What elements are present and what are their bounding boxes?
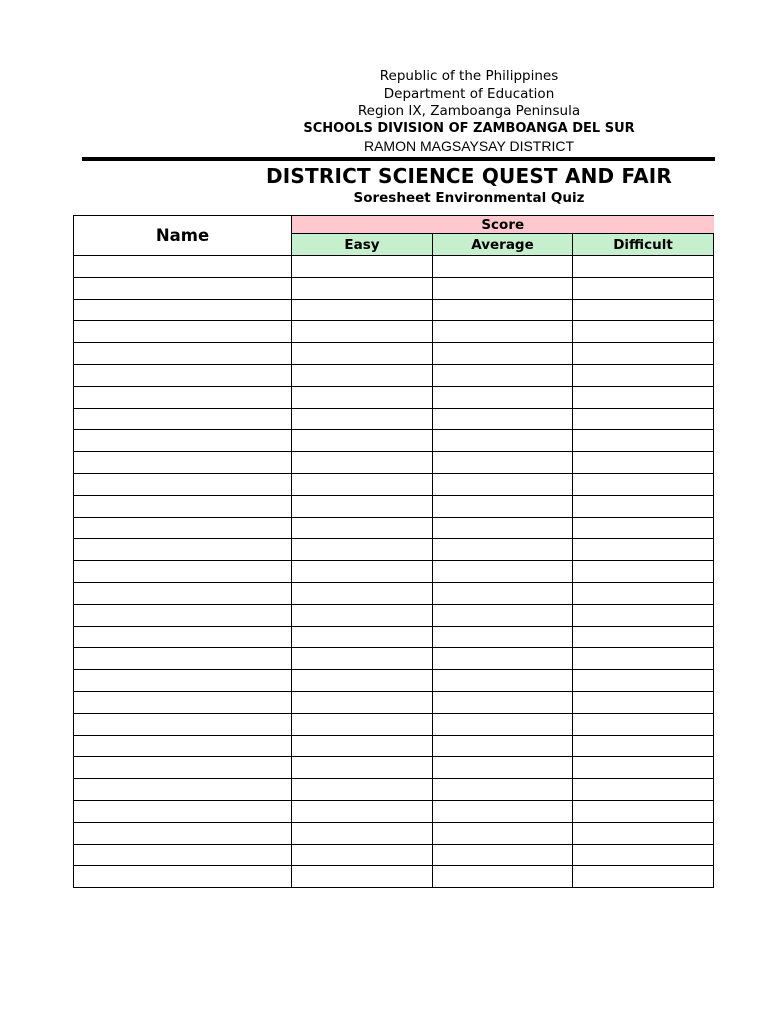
- easy-score-cell[interactable]: [292, 604, 433, 626]
- average-score-cell[interactable]: [433, 561, 573, 583]
- name-cell[interactable]: [74, 800, 292, 822]
- average-score-cell[interactable]: [433, 495, 573, 517]
- table-row: [74, 822, 714, 844]
- average-score-cell[interactable]: [433, 321, 573, 343]
- difficult-score-cell[interactable]: [573, 321, 714, 343]
- average-score-cell[interactable]: [433, 452, 573, 474]
- page-subtitle: Soresheet Environmental Quiz: [353, 190, 585, 206]
- table-row: [74, 691, 714, 713]
- easy-score-cell[interactable]: [292, 648, 433, 670]
- header-region: Region IX, Zamboanga Peninsula: [357, 103, 581, 119]
- header-republic: Republic of the Philippines: [379, 68, 559, 84]
- difficult-score-cell[interactable]: [573, 517, 714, 539]
- name-cell[interactable]: [74, 517, 292, 539]
- average-score-cell[interactable]: [433, 866, 573, 888]
- table-row: [74, 670, 714, 692]
- name-cell[interactable]: [74, 495, 292, 517]
- table-row: [74, 800, 714, 822]
- page-title: DISTRICT SCIENCE QUEST AND FAIR: [265, 164, 673, 188]
- table-row: [74, 277, 714, 299]
- difficult-score-cell[interactable]: [573, 343, 714, 365]
- difficult-score-cell[interactable]: [573, 800, 714, 822]
- name-cell[interactable]: [74, 866, 292, 888]
- average-score-cell[interactable]: [433, 299, 573, 321]
- average-score-cell[interactable]: [433, 364, 573, 386]
- table-row: [74, 626, 714, 648]
- score-table-body: [74, 256, 714, 888]
- average-score-cell[interactable]: [433, 800, 573, 822]
- difficult-score-cell[interactable]: [573, 604, 714, 626]
- easy-score-cell[interactable]: [292, 757, 433, 779]
- table-row: [74, 299, 714, 321]
- easy-score-cell[interactable]: [292, 495, 433, 517]
- table-row: [74, 539, 714, 561]
- easy-score-cell[interactable]: [292, 866, 433, 888]
- name-cell[interactable]: [74, 844, 292, 866]
- table-row: [74, 844, 714, 866]
- average-score-cell[interactable]: [433, 386, 573, 408]
- name-cell[interactable]: [74, 713, 292, 735]
- difficult-score-cell[interactable]: [573, 866, 714, 888]
- easy-score-cell[interactable]: [292, 822, 433, 844]
- average-score-cell[interactable]: [433, 343, 573, 365]
- easy-score-cell[interactable]: [292, 430, 433, 452]
- header-department: Department of Education: [383, 86, 555, 102]
- table-row: [74, 713, 714, 735]
- table-row: [74, 561, 714, 583]
- difficult-score-cell[interactable]: [573, 277, 714, 299]
- table-row: [74, 452, 714, 474]
- difficult-score-cell[interactable]: [573, 473, 714, 495]
- easy-score-cell[interactable]: [292, 277, 433, 299]
- easy-score-cell[interactable]: [292, 626, 433, 648]
- average-score-cell[interactable]: [433, 735, 573, 757]
- easy-score-cell[interactable]: [292, 452, 433, 474]
- average-score-cell[interactable]: [433, 779, 573, 801]
- table-row: [74, 321, 714, 343]
- table-row: [74, 517, 714, 539]
- name-cell[interactable]: [74, 648, 292, 670]
- average-score-cell[interactable]: [433, 844, 573, 866]
- difficult-score-cell[interactable]: [573, 691, 714, 713]
- average-score-cell[interactable]: [433, 517, 573, 539]
- name-cell[interactable]: [74, 735, 292, 757]
- average-score-cell[interactable]: [433, 691, 573, 713]
- table-row: [74, 495, 714, 517]
- table-row: [74, 779, 714, 801]
- difficult-score-cell[interactable]: [573, 364, 714, 386]
- average-score-cell[interactable]: [433, 822, 573, 844]
- difficult-score-cell[interactable]: [573, 648, 714, 670]
- easy-score-cell[interactable]: [292, 691, 433, 713]
- table-row: [74, 866, 714, 888]
- header-divider: [82, 157, 715, 161]
- average-score-cell[interactable]: [433, 670, 573, 692]
- difficult-score-cell[interactable]: [573, 408, 714, 430]
- average-score-cell[interactable]: [433, 256, 573, 278]
- score-column-header: Score: [292, 216, 714, 234]
- name-cell[interactable]: [74, 299, 292, 321]
- difficult-score-cell[interactable]: [573, 822, 714, 844]
- name-cell[interactable]: [74, 343, 292, 365]
- easy-score-cell[interactable]: [292, 800, 433, 822]
- difficult-score-cell[interactable]: [573, 779, 714, 801]
- easy-score-cell[interactable]: [292, 713, 433, 735]
- difficult-score-cell[interactable]: [573, 386, 714, 408]
- easy-score-cell[interactable]: [292, 844, 433, 866]
- name-cell[interactable]: [74, 473, 292, 495]
- average-score-cell[interactable]: [433, 626, 573, 648]
- easy-score-cell[interactable]: [292, 364, 433, 386]
- average-score-cell[interactable]: [433, 713, 573, 735]
- score-table: [73, 215, 714, 888]
- easy-score-cell[interactable]: [292, 670, 433, 692]
- name-cell[interactable]: [74, 430, 292, 452]
- name-cell[interactable]: [74, 582, 292, 604]
- name-cell[interactable]: [74, 256, 292, 278]
- average-score-cell[interactable]: [433, 430, 573, 452]
- table-row: [74, 408, 714, 430]
- table-row: [74, 343, 714, 365]
- difficult-score-cell[interactable]: [573, 561, 714, 583]
- difficult-score-cell[interactable]: [573, 757, 714, 779]
- difficult-score-cell[interactable]: [573, 539, 714, 561]
- easy-column-header: Easy: [292, 234, 433, 256]
- easy-score-cell[interactable]: [292, 386, 433, 408]
- name-cell[interactable]: [74, 670, 292, 692]
- name-cell[interactable]: [74, 822, 292, 844]
- name-cell[interactable]: [74, 364, 292, 386]
- table-row: [74, 256, 714, 278]
- name-cell[interactable]: [74, 691, 292, 713]
- easy-score-cell[interactable]: [292, 735, 433, 757]
- table-row: [74, 473, 714, 495]
- table-row: [74, 364, 714, 386]
- easy-score-cell[interactable]: [292, 343, 433, 365]
- table-row: [74, 430, 714, 452]
- difficult-score-cell[interactable]: [573, 582, 714, 604]
- difficult-score-cell[interactable]: [573, 626, 714, 648]
- difficult-score-cell[interactable]: [573, 735, 714, 757]
- difficult-column-header: Difficult: [573, 234, 714, 256]
- easy-score-cell[interactable]: [292, 779, 433, 801]
- name-cell[interactable]: [74, 757, 292, 779]
- difficult-score-cell[interactable]: [573, 495, 714, 517]
- average-score-cell[interactable]: [433, 757, 573, 779]
- easy-score-cell[interactable]: [292, 256, 433, 278]
- name-cell[interactable]: [74, 626, 292, 648]
- average-score-cell[interactable]: [433, 539, 573, 561]
- difficult-score-cell[interactable]: [573, 452, 714, 474]
- average-score-cell[interactable]: [433, 277, 573, 299]
- name-cell[interactable]: [74, 779, 292, 801]
- name-cell[interactable]: [74, 539, 292, 561]
- easy-score-cell[interactable]: [292, 561, 433, 583]
- name-cell[interactable]: [74, 408, 292, 430]
- difficult-score-cell[interactable]: [573, 670, 714, 692]
- table-row: [74, 604, 714, 626]
- name-cell[interactable]: [74, 321, 292, 343]
- easy-score-cell[interactable]: [292, 408, 433, 430]
- difficult-score-cell[interactable]: [573, 256, 714, 278]
- difficult-score-cell[interactable]: [573, 299, 714, 321]
- table-row: [74, 582, 714, 604]
- difficult-score-cell[interactable]: [573, 713, 714, 735]
- average-score-cell[interactable]: [433, 648, 573, 670]
- table-row: [74, 386, 714, 408]
- name-cell[interactable]: [74, 561, 292, 583]
- header-district: RAMON MAGSAYSAY DISTRICT: [363, 138, 575, 154]
- table-row: [74, 735, 714, 757]
- name-cell[interactable]: [74, 452, 292, 474]
- table-row: [74, 757, 714, 779]
- easy-score-cell[interactable]: [292, 473, 433, 495]
- average-score-cell[interactable]: [433, 473, 573, 495]
- average-score-cell[interactable]: [433, 408, 573, 430]
- name-cell[interactable]: [74, 277, 292, 299]
- easy-score-cell[interactable]: [292, 539, 433, 561]
- name-cell[interactable]: [74, 386, 292, 408]
- easy-score-cell[interactable]: [292, 582, 433, 604]
- average-score-cell[interactable]: [433, 582, 573, 604]
- table-row: [74, 648, 714, 670]
- name-column-header: Name: [74, 216, 292, 256]
- easy-score-cell[interactable]: [292, 517, 433, 539]
- easy-score-cell[interactable]: [292, 299, 433, 321]
- average-column-header: Average: [433, 234, 573, 256]
- name-cell[interactable]: [74, 604, 292, 626]
- easy-score-cell[interactable]: [292, 321, 433, 343]
- difficult-score-cell[interactable]: [573, 844, 714, 866]
- average-score-cell[interactable]: [433, 604, 573, 626]
- header-division: SCHOOLS DIVISION OF ZAMBOANGA DEL SUR: [303, 121, 635, 136]
- difficult-score-cell[interactable]: [573, 430, 714, 452]
